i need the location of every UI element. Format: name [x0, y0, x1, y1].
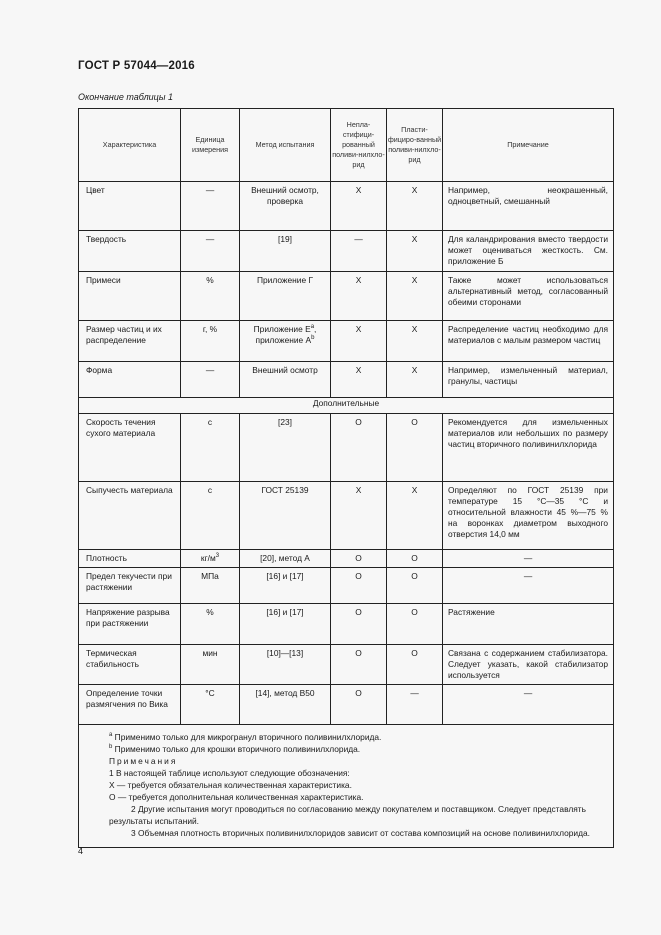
cell: X [331, 362, 387, 398]
cell: О [387, 414, 443, 482]
footnote-b: $^b$ Применимо только для крошки вторичного поливинилхлорида. [109, 744, 361, 754]
cell: О [387, 645, 443, 685]
method-text: приложение А [255, 335, 312, 345]
cell: Твердость [79, 231, 181, 272]
cell: Связана с содержанием стабилизатора. Следует указать, какой стабилизатор используется [443, 645, 614, 685]
cell: Для каландрирования вместо твердости может оцениваться жесткость. См. приложение Б [443, 231, 614, 272]
cell: Рекомендуется для измельченных материалов или небольших по размеру частиц вторичного поливинилхлорида [443, 414, 614, 482]
cell: Распределение частиц необходимо для материалов с малым размером частиц [443, 321, 614, 362]
cell: X [331, 321, 387, 362]
cell: — [443, 685, 614, 725]
note-1: 1 В настоящей таблице используют следующие обозначения: [109, 768, 350, 778]
cell: — [443, 550, 614, 568]
cell: с [181, 482, 240, 550]
cell: мин [181, 645, 240, 685]
cell: X [387, 231, 443, 272]
cell: X [387, 272, 443, 321]
cell: [23] [240, 414, 331, 482]
cell: МПа [181, 568, 240, 604]
cell: Определение точки размягчения по Вика [79, 685, 181, 725]
col-header-plasticized: Пласти-фициро-ванный поливи-нилхло-рид [387, 109, 443, 182]
cell: [10]—[13] [240, 645, 331, 685]
cell: Также может использоваться альтернативный метод, согласованный обеими сторонами [443, 272, 614, 321]
cell: О [331, 604, 387, 645]
cell: X [387, 321, 443, 362]
footnote-a: $^a$ Применимо только для микрогранул вторичного поливинилхлорида. [109, 732, 382, 742]
cell: Растяжение [443, 604, 614, 645]
cell [181, 550, 240, 568]
cell: с [181, 414, 240, 482]
table-row [79, 321, 614, 362]
notes-heading: Примечания [109, 756, 178, 766]
table-row [79, 482, 614, 550]
table-row [79, 568, 614, 604]
cell: Плотность [79, 550, 181, 568]
method-text: Приложение Е [253, 324, 311, 334]
cell: О [387, 568, 443, 604]
col-header-characteristic: Характеристика [79, 109, 181, 182]
col-header-unplasticized: Непла-стифици-рованный поливи-нилхло-рид [331, 109, 387, 182]
section-row [79, 398, 614, 414]
header-row [79, 109, 614, 182]
footnote-mark: a [310, 324, 315, 331]
unit-text: кг/м [200, 553, 216, 563]
note-1-x: X — требуется обязательная количественная характеристика. [109, 780, 352, 790]
cell: Термическая стабильность [79, 645, 181, 685]
cell: О [331, 685, 387, 725]
cell: — [181, 231, 240, 272]
cell: — [181, 362, 240, 398]
cell: — [387, 685, 443, 725]
cell: [14], метод В50 [240, 685, 331, 725]
table-caption: Окончание таблицы 1 [78, 92, 173, 102]
cell: [16] и [17] [240, 568, 331, 604]
cell: X [331, 482, 387, 550]
cell: % [181, 272, 240, 321]
table-row [79, 685, 614, 725]
cell: Форма [79, 362, 181, 398]
cell: О [331, 414, 387, 482]
cell: Примеси [79, 272, 181, 321]
col-header-unit: Единица измерения [181, 109, 240, 182]
table-row [79, 550, 614, 568]
cell: Внешний осмотр [240, 362, 331, 398]
cell: X [387, 482, 443, 550]
cell: X [331, 272, 387, 321]
cell: X [331, 182, 387, 231]
table-row [79, 414, 614, 482]
standard-title: ГОСТ Р 57044—2016 [78, 60, 195, 72]
cell: X [387, 362, 443, 398]
cell: О [387, 604, 443, 645]
table-row [79, 604, 614, 645]
characteristics-table [78, 108, 614, 848]
section-label: Дополнительные [79, 398, 614, 414]
col-header-method: Метод испытания [240, 109, 331, 182]
table-row [79, 645, 614, 685]
cell: X [387, 182, 443, 231]
footnote-mark: b [311, 335, 315, 342]
table-row [79, 231, 614, 272]
col-header-note: Примечание [443, 109, 614, 182]
cell: Внешний осмотр, проверка [240, 182, 331, 231]
cell: Предел текучести при растяжении [79, 568, 181, 604]
notes-row [79, 725, 614, 848]
unit-exponent: 3 [215, 553, 220, 560]
cell: [19] [240, 231, 331, 272]
cell: О [331, 645, 387, 685]
notes-cell [79, 725, 614, 848]
cell: — [443, 568, 614, 604]
cell: [16] и [17] [240, 604, 331, 645]
cell: Сыпучесть материала [79, 482, 181, 550]
cell: % [181, 604, 240, 645]
cell: Размер частиц и их распределение [79, 321, 181, 362]
cell: Определяют по ГОСТ 25139 при температуре 15 °С—35 °С и относительной влажности 45 %—75 % на воронках диаметром выходного отверстия 14,0 мм [443, 482, 614, 550]
cell: [20], метод А [240, 550, 331, 568]
cell: Например, неокрашенный, одноцветный, смешанный [443, 182, 614, 231]
cell: ГОСТ 25139 [240, 482, 331, 550]
table-row [79, 182, 614, 231]
cell: О [331, 568, 387, 604]
cell: Скорость течения сухого материала [79, 414, 181, 482]
cell: °С [181, 685, 240, 725]
cell: Цвет [79, 182, 181, 231]
cell: — [181, 182, 240, 231]
table-row [79, 362, 614, 398]
cell: Приложение Г [240, 272, 331, 321]
cell: О [331, 550, 387, 568]
note-3: 3 Объемная плотность вторичных поливинилхлоридов зависит от состава композиций на основе поливинилхлорида. [131, 828, 590, 838]
cell: Напряжение разрыва при растяжении [79, 604, 181, 645]
cell: Приложение $Е^a$, приложение $А^b$ [240, 321, 331, 362]
page-number: 4 [78, 846, 84, 856]
cell: О [387, 550, 443, 568]
cell: — [331, 231, 387, 272]
cell: Например, измельченный материал, гранулы, частицы [443, 362, 614, 398]
note-1-o: О — требуется дополнительная количественная характеристика. [109, 792, 364, 802]
note-2: 2 Другие испытания могут проводиться по согласованию между покупателем и поставщиком. Следует представлять результаты испытаний. [109, 804, 586, 826]
table-row [79, 272, 614, 321]
cell: г, % [181, 321, 240, 362]
